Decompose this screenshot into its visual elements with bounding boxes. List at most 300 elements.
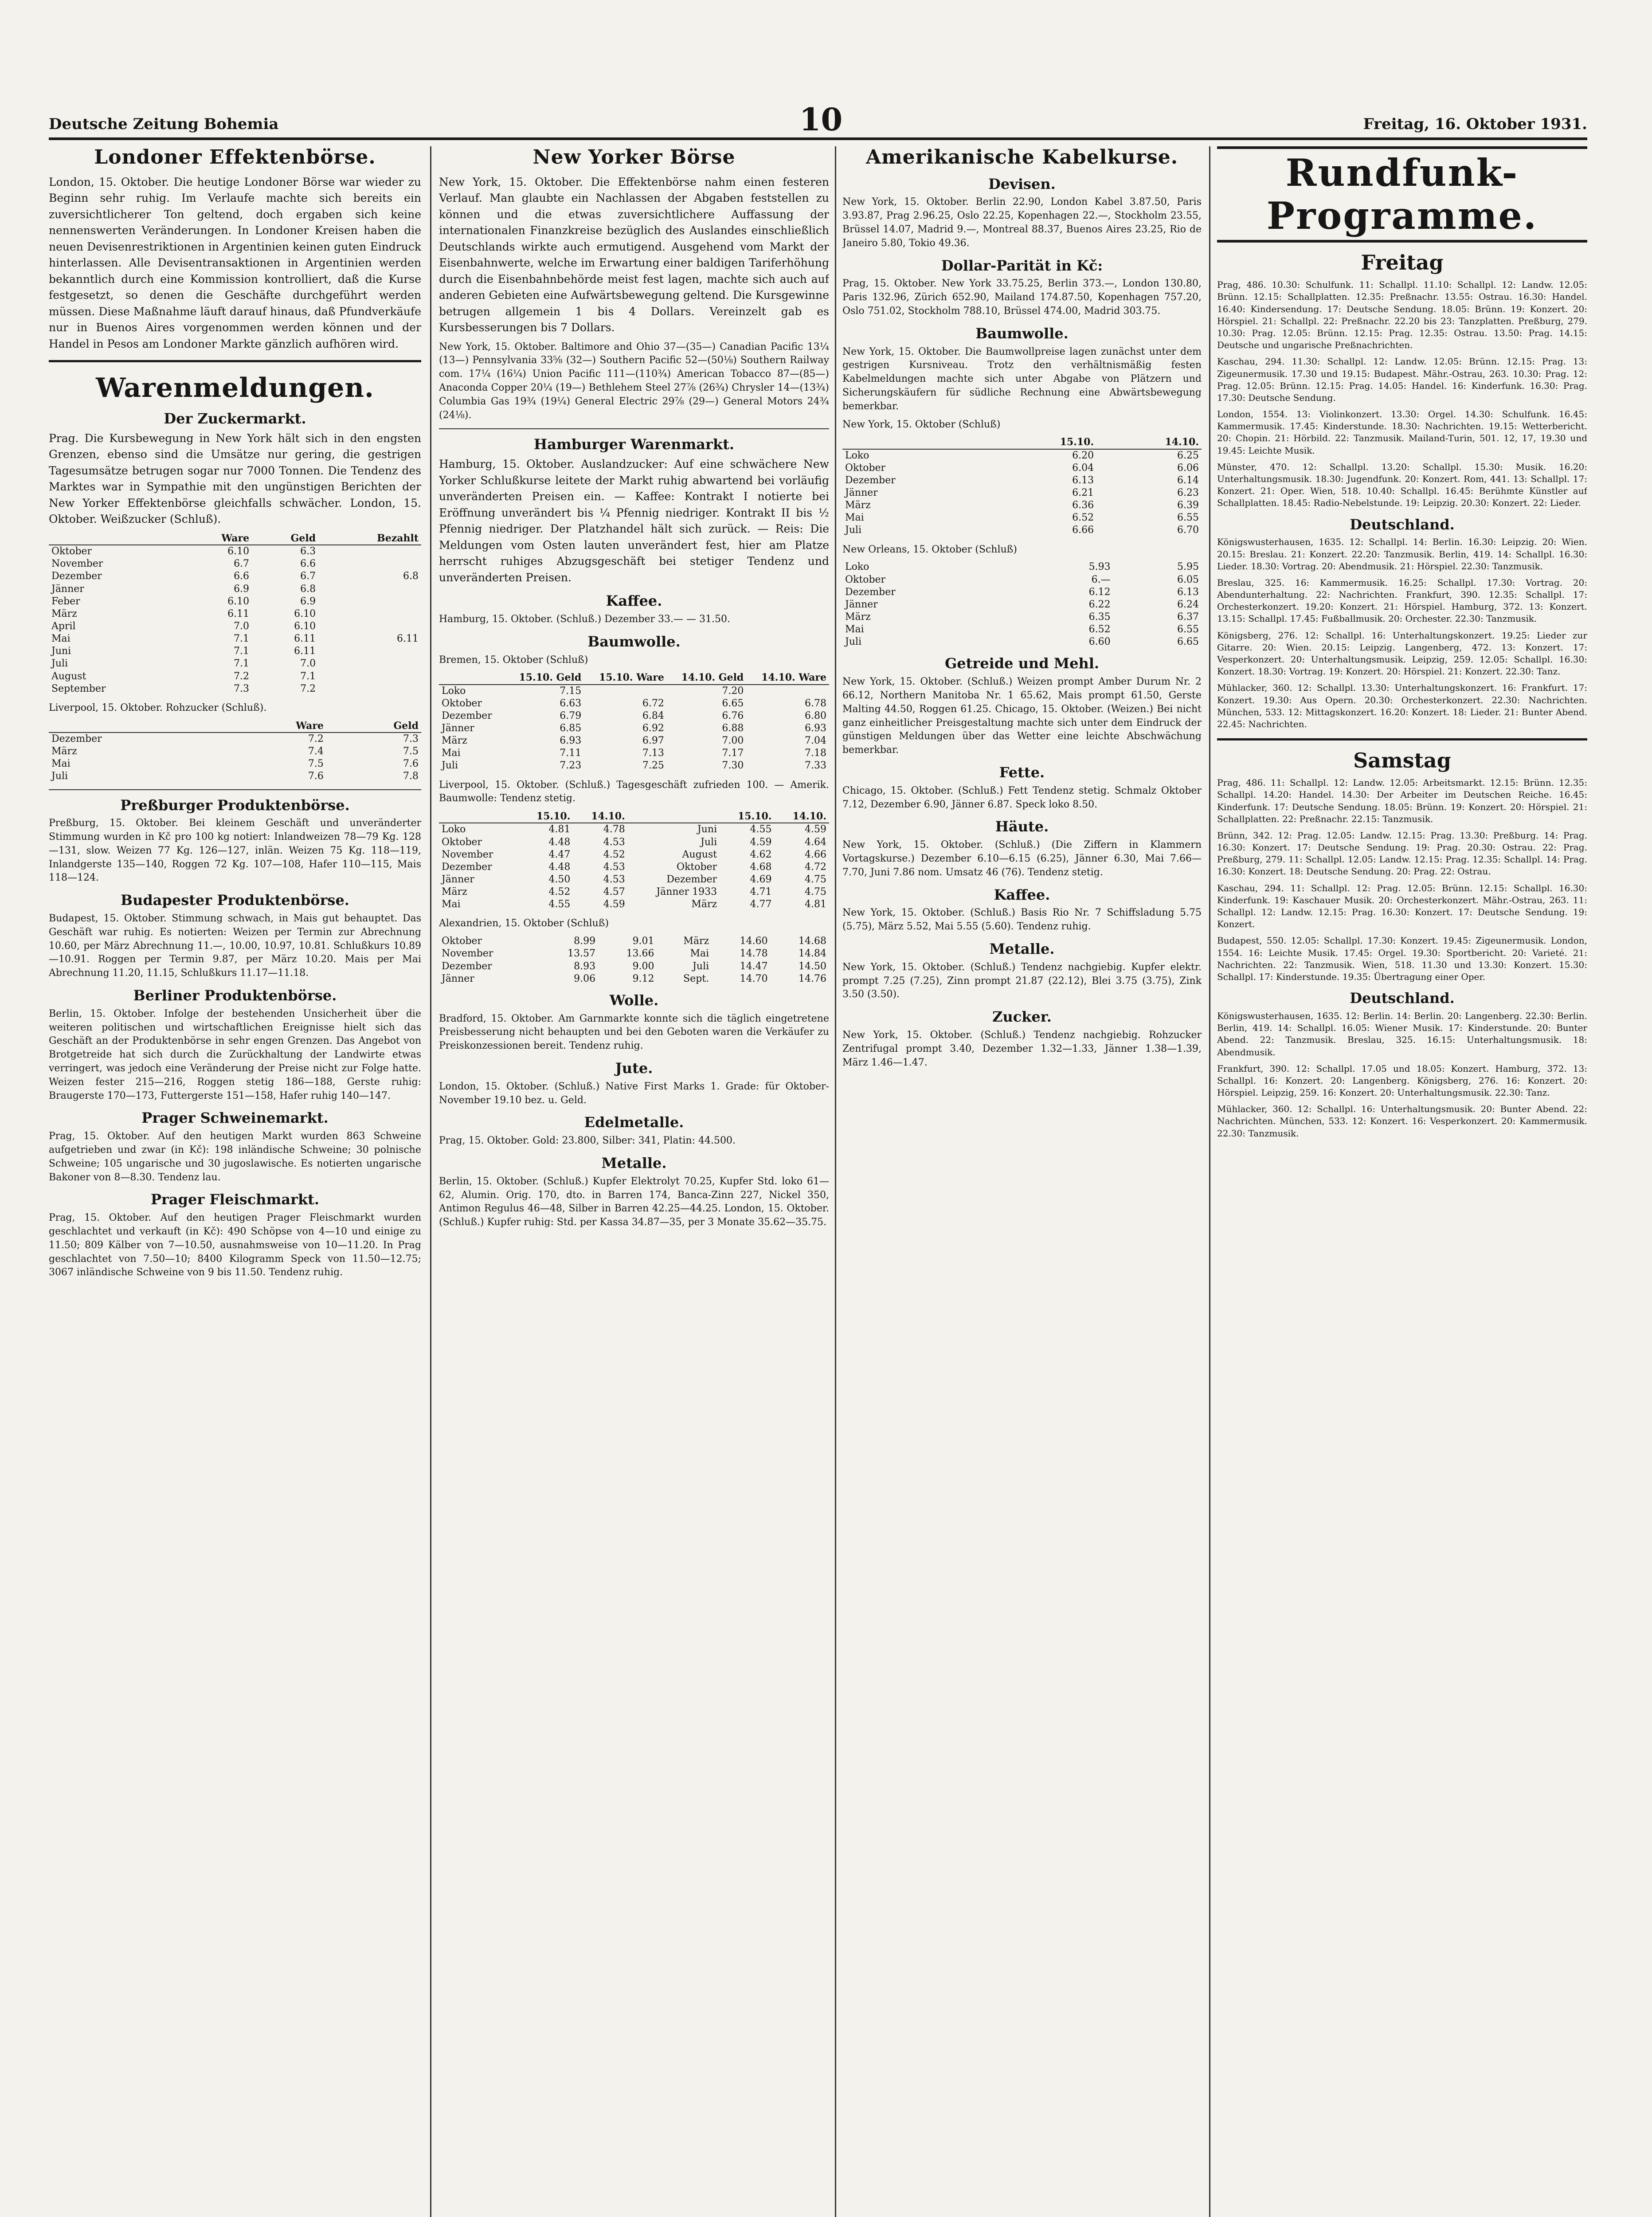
table-cell: Jänner 1933	[656, 886, 717, 898]
table-row	[842, 474, 1202, 487]
table-cell: 7.4	[308, 746, 324, 757]
page-number: 10	[799, 101, 843, 138]
divider	[439, 428, 829, 429]
table-row	[842, 561, 1202, 573]
table-cell: 4.64	[805, 836, 826, 848]
table-header-cell: 14.10.	[775, 810, 829, 823]
table-cell: Juli	[51, 658, 68, 670]
table-cell: 6.—	[1091, 574, 1111, 585]
table-cell: Oktober	[845, 462, 886, 474]
currencies-heading: Devisen.	[988, 175, 1056, 192]
coffee-text: New York, 15. Oktober. (Schluß.) Basis Rio Nr. 7 Schiffsladung 5.75 (5.75), März 5.52, Mai 5.55 (5.60). Tendenz ruhig.	[842, 907, 1202, 932]
table-cell: Oktober	[442, 836, 482, 848]
table-cell: März	[683, 936, 709, 947]
table-cell: 6.35	[1088, 611, 1111, 623]
table-cell: 7.2	[308, 733, 324, 744]
table-cell: 6.78	[805, 697, 826, 709]
precious-metals-text: Prag, 15. Oktober. Gold: 23.800, Silber: 341, Platin: 44.500.	[439, 1135, 736, 1147]
pressburg-exchange-heading: Preßburger Produktenbörse.	[120, 796, 350, 814]
table-row	[439, 849, 829, 861]
table-cell: Dezember	[845, 586, 896, 598]
table-cell	[318, 683, 421, 695]
table-row	[49, 545, 421, 558]
table-cell: 4.78	[603, 824, 625, 835]
table-cell: 4.55	[750, 824, 772, 835]
table-cell: 14.78	[740, 948, 768, 960]
metals-text: New York, 15. Oktober. (Schluß.) Tendenz nachgiebig. Kupfer elektr. prompt 7.25 (7.25), Zinn prompt 21.87 (22.12), Blei 3.75 (3.75), Zink 3.50 (3.50).	[842, 961, 1202, 1000]
column-rule	[1209, 146, 1210, 2217]
table-cell: 7.5	[403, 746, 419, 757]
table-cell: 6.10	[227, 595, 250, 607]
dollar-parity-text: Prag, 15. Oktober. New York 33.75.25, Berlin 373.—, London 130.80, Paris 132.96, Zürich 652.90, Mailand 174.87.50, Kopenhagen 757.20, Oslo 751.02, Stockholm 788.10, Brüssel 474.00, Madrid 303.75.	[842, 278, 1202, 317]
table-cell: 14.47	[740, 960, 768, 972]
sugar-text: New York, 15. Oktober. (Schluß.) Tendenz nachgiebig. Rohzucker Zentrifugal prompt 3.40, Dezember 1.32—1.33, Jänner 1.38—1.39, März 1.46—1.47.	[842, 1030, 1202, 1068]
table-row	[842, 599, 1202, 611]
table-row	[439, 898, 829, 911]
table-cell: Loko	[845, 450, 869, 461]
table-cell: 14.60	[740, 936, 768, 947]
table-cell: 6.52	[1088, 624, 1111, 635]
table-cell: Juni	[51, 646, 71, 657]
table-cell: Oktober	[845, 574, 886, 585]
table-row	[49, 558, 421, 570]
table-cell: 4.50	[548, 873, 571, 885]
table-cell: 6.11	[294, 633, 316, 645]
table-cell: Juni	[697, 824, 717, 835]
table-row	[49, 732, 421, 745]
divider	[49, 360, 421, 362]
table-cell: 6.7	[234, 558, 250, 570]
fats-text: Chicago, 15. Oktober. (Schluß.) Fett Tendenz stetig. Schmalz Oktober 7.12, Dezember 6.90, Jänner 6.87. Speck loko 8.50.	[842, 785, 1202, 810]
table-header-cell: 15.10.	[518, 810, 573, 823]
table-row	[49, 620, 421, 633]
radio-listing: Breslau, 325. 16: Kammermusik. 16.25: Schallpl. 17.30: Vortrag. 20: Abendunterhaltung. 22: Nachrichten. Frankfurt, 390. 12.35: Schallpl. 17: Orchesterkonzert. 19.20: Konzert. 21: Hörspiel. Hamburg, 372. 13: Konzert. 13.15: Schallpl. 17.45: Fußballmusik. 20: Orchester. 22.30: Tanzmusik.	[1217, 577, 1587, 624]
table-cell: Juli	[701, 836, 717, 848]
table-cell: 6.9	[234, 583, 250, 595]
jute-text: London, 15. Oktober. (Schluß.) Native First Marks 1. Grade: für Oktober-November 19.10 bez. u. Geld.	[439, 1081, 829, 1106]
table-cell: November	[51, 558, 103, 570]
table-cell: 6.60	[1088, 636, 1111, 648]
table-cell: Mai	[51, 758, 70, 770]
metals-heading: Metalle.	[989, 940, 1055, 958]
sugar-market-heading: Der Zuckermarkt.	[164, 410, 306, 427]
table-row	[49, 758, 421, 770]
alexandria-cotton-table	[439, 935, 829, 985]
table-row	[49, 595, 421, 608]
cotton-heading: Baumwolle.	[975, 325, 1069, 342]
table-cell: 4.55	[548, 899, 571, 910]
london-exchange-heading: Londoner Effektenbörse.	[94, 146, 376, 168]
table-cell: 7.15	[560, 685, 582, 697]
table-cell: 7.30	[722, 760, 744, 772]
table-cell: 6.8	[300, 583, 316, 595]
radio-listing: Budapest, 550. 12.05: Schallpl. 17.30: Konzert. 19.45: Zigeunermusik. London, 1554. 16: Leichte Musik. 17.45: Orgel. 19.30: Sportbericht. 20: Varieté. 21: Nachrichten. 22: Tanzmusik. Wien, 518. 11.30 und 13.30: Konzert. 15.30: Schallpl. 17: Kinderstunde. 19.35: Übertragung einer Oper.	[1217, 935, 1587, 982]
table-cell: 4.52	[603, 849, 625, 860]
table-row	[49, 745, 421, 758]
table-row	[49, 608, 421, 620]
table-cell: 4.71	[750, 886, 772, 898]
table-cell: 6.85	[560, 722, 582, 734]
table-cell: Juli	[693, 960, 709, 972]
table-cell: Sept.	[683, 973, 709, 984]
table-cell: Loko	[442, 824, 466, 835]
table-cell: 6.10	[294, 620, 316, 632]
table-cell: 4.47	[548, 849, 571, 860]
table-cell: 14.68	[799, 936, 826, 947]
table-cell: 6.05	[1177, 574, 1199, 585]
radio-listing: Mühlacker, 360. 12: Schallpl. 13.30: Unterhaltungskonzert. 16: Frankfurt. 17: Konzert. 19.30: Aus Opern. 20.30: Orchesterkonzert. 22.30: Nachrichten. München, 533. 12: Mittagskonzert. 16.20: Konzert. 18: Lieder. 21: Bunter Abend. 22.45: Nachrichten.	[1217, 682, 1587, 729]
table-cell: 14.50	[799, 960, 826, 972]
table-header-cell	[439, 671, 505, 684]
hamburg-market-heading: Hamburger Warenmarkt.	[534, 436, 734, 453]
table-cell: 13.66	[626, 948, 654, 960]
table-cell: 6.11	[397, 633, 419, 645]
table-cell: März	[442, 735, 467, 747]
table-cell: Mai	[442, 899, 461, 910]
table-row	[49, 670, 421, 683]
table-cell: September	[51, 683, 106, 694]
new-orleans-cotton-note: New Orleans, 15. Oktober (Schluß)	[842, 544, 1017, 555]
table-cell: Feber	[51, 595, 80, 607]
table-cell: 6.10	[294, 608, 316, 619]
table-cell: 6.3	[300, 546, 316, 557]
table-cell: Oktober	[51, 546, 92, 557]
table-cell: Juli	[51, 771, 68, 782]
wool-heading: Wolle.	[609, 991, 659, 1009]
sugar-heading: Zucker.	[992, 1008, 1052, 1026]
table-cell: 7.25	[642, 760, 664, 772]
table-cell: 4.75	[805, 886, 826, 898]
table-cell: Jänner	[442, 722, 474, 734]
table-cell: November	[442, 948, 493, 960]
table-cell: 6.10	[227, 546, 250, 557]
table-row	[842, 499, 1202, 512]
table-cell: 6.23	[1177, 487, 1199, 498]
table-header-cell: Ware	[180, 532, 252, 545]
table-cell: August	[51, 670, 86, 682]
column-3	[842, 146, 1202, 2217]
table-cell: 4.53	[603, 873, 625, 885]
table-cell: 4.66	[805, 849, 826, 860]
table-cell: 7.6	[403, 758, 419, 770]
berlin-exchange-text: Berlin, 15. Oktober. Infolge der bestehenden Unsicherheit über die weiteren politischen und wirtschaftlichen Ereignisse hielt sich das Geschäft an der Produktenbörse in sehr engen Grenzen. Das Angebot von Brotgetreide hat sich durch die Zurückhaltung der Landwirte etwas verringert, was jedoch eine Veränderung der Preise nicht zur Folge hatte. Weizen fester 215—216, Roggen stetig 186—188, Gerste ruhig: Braugerste 170—173, Futtergerste 151—158, Hafer ruhig 140—147.	[49, 1008, 421, 1101]
table-header-cell: 14.10. Ware	[746, 671, 829, 684]
column-2	[439, 146, 829, 2217]
table-cell: 4.72	[805, 861, 826, 873]
table-row	[49, 770, 421, 783]
radio-listing: Königswusterhausen, 1635. 12: Schallpl. 14: Berlin. 16.30: Leipzig. 20: Wien. 20.15: Breslau. 21: Konzert. 22.20: Tanzmusik. Berlin, 419. 14: Schallpl. 16.30: Lieder. 18.30: Vortrag. 20: Abendmusik. 21: Hörspiel. 22.30: Tanzmusik.	[1217, 537, 1587, 572]
table-cell: 7.13	[642, 748, 664, 759]
table-cell: 6.11	[294, 646, 316, 657]
table-cell: März	[691, 899, 717, 910]
table-header-cell: Geld	[326, 720, 421, 732]
divider	[49, 789, 421, 790]
wool-text: Bradford, 15. Oktober. Am Garnmarkte konnte sich die täglich eingetretene Preisbesserung nicht behaupten und bei den Geboten waren die Verkäufer zu Preiskonzessionen bereit. Tendenz ruhig.	[439, 1013, 829, 1052]
radio-programs-heading: Rundfunk-Programme.	[1217, 146, 1587, 243]
table-header-cell	[439, 810, 518, 823]
table-cell: Dezember	[666, 873, 717, 885]
table-row	[842, 524, 1202, 537]
table-cell: 5.95	[1177, 561, 1199, 573]
table-cell: März	[51, 608, 77, 619]
table-header-cell: 14.10. Geld	[667, 671, 746, 684]
table-cell: 8.99	[574, 936, 596, 947]
liverpool-sugar-note: Liverpool, 15. Oktober. Rohzucker (Schluß).	[49, 702, 267, 713]
new-york-cotton-table	[842, 436, 1202, 537]
table-cell: 7.1	[234, 646, 250, 657]
table-cell: Mai	[845, 512, 864, 524]
table-cell: 6.65	[722, 697, 744, 709]
table-cell: 7.1	[300, 670, 316, 682]
metals-heading: Metalle.	[601, 1155, 667, 1172]
table-header-cell	[49, 720, 223, 732]
table-cell: 4.53	[603, 861, 625, 873]
table-cell: 6.7	[300, 571, 316, 582]
new-york-cotton-note: New York, 15. Oktober (Schluß)	[842, 419, 1001, 430]
table-cell: 4.81	[805, 899, 826, 910]
friday-heading: Freitag	[1361, 251, 1444, 275]
table-cell: 8.93	[574, 960, 596, 972]
table-cell: 6.11	[227, 608, 250, 619]
radio-listing: Kaschau, 294. 11.30: Schallpl. 12: Landw. 12.05: Brünn. 12.15: Prag. 13: Zigeunermusik. 17.30 und 19.15: Budapest. Mähr.-Ostrau, 263. 10.30: Prag. 12: Prag. 12.05: Brünn. 12.15: Prag. 14.05: Handel. 16: Kinderfunk. 16.30: Prag. 17.30: Deutsche Sendung.	[1217, 356, 1587, 403]
table-row	[842, 487, 1202, 499]
table-row	[439, 697, 829, 710]
table-row	[439, 722, 829, 735]
table-row	[49, 645, 421, 658]
page-header	[49, 101, 1587, 140]
table-cell	[318, 645, 421, 658]
budapest-exchange-heading: Budapester Produktenbörse.	[121, 892, 349, 909]
new-york-exchange-heading: New Yorker Börse	[532, 146, 736, 168]
table-cell: Juli	[845, 636, 862, 648]
table-cell: 7.2	[300, 683, 316, 694]
hides-heading: Häute.	[995, 818, 1049, 835]
table-cell: 6.12	[1088, 586, 1111, 598]
budapest-exchange-text: Budapest, 15. Oktober. Stimmung schwach, in Mais gut behauptet. Das Geschäft war ruhig. Es notierten: Weizen per Termin zur Abrechnung 10.60, per März Abrechnung 11.—, 10.00, 10.97, 10.81. Schlußkurs 10.89—10.91. Roggen per Termin 9.87, per März 10.20. Mais per Mai Abrechnung 11.20, 11.15, Schlußkurs 11.17—11.18.	[49, 913, 421, 979]
table-cell: 7.18	[805, 748, 826, 759]
table-cell: 14.76	[799, 973, 826, 984]
prague-meat-market-text: Prag, 15. Oktober. Auf den heutigen Prager Fleischmarkt wurden geschlachtet und verkauft (in Kč): 490 Schöpse von 4—10 und einige zu 11.50; 809 Kälber von 7—10.50, ausnahmsweise von 10—11.20. In Prag geschlachtet von 7.50—10; 8400 Kilogramm Speck von 11.50—12.75; 3067 inländische Schweine von 9 bis 11.50. Tendenz ruhig.	[49, 1212, 421, 1278]
cotton-text: New York, 15. Oktober. Die Baumwollpreise lagen zunächst unter dem gestrigen Kursniveau. Trotz den verhältnismäßig festen Kabelmeldungen machte sich unter Abgabe von Plätzern und Sicherungskäufern für südliche Rechnung eine Abwärtsbewegung bemerkbar.	[842, 346, 1202, 412]
table-cell: 6.36	[1072, 500, 1094, 511]
table-cell: 4.81	[548, 824, 571, 835]
table-cell: Dezember	[442, 861, 492, 873]
table-cell	[318, 608, 421, 620]
table-cell: März	[845, 500, 871, 511]
table-row	[842, 574, 1202, 586]
table-cell: 6.37	[1177, 611, 1199, 623]
table-cell: 9.01	[632, 936, 654, 947]
cotton-heading: Baumwolle.	[587, 633, 681, 650]
table-row	[842, 623, 1202, 636]
table-cell: 6.24	[1177, 599, 1199, 610]
table-cell	[318, 670, 421, 683]
table-cell: 7.00	[722, 735, 744, 747]
table-cell: Dezember	[442, 710, 492, 721]
london-exchange-text: London, 15. Oktober. Die heutige Londoner Börse war wieder zu Beginn sehr ruhig. Im Verlaufe machte sich bereits ein zuversichtlicherer Ton geltend, doch ergaben sich keine nennenswerten Veränderungen. In Londoner Kreisen haben die neuen Devisenrestriktionen in Argentinien keinen guten Eindruck hinterlassen. Alle Devisentransaktionen in Argentinien werden bekanntlich durch eine Kommission kontrolliert, daß die Kurse festgesetzt, so denen die Geschäfte durchgeführt werden müssen. Diese Maßnahme läuft darauf hinaus, daß Pfundverkäufe nur in Buenos Aires vorgenommen werden können und der Handel in Pesos am Londoner Markte gänzlich aufhören wird.	[49, 175, 421, 350]
prague-meat-market-heading: Prager Fleischmarkt.	[150, 1191, 320, 1208]
table-cell: 7.2	[234, 670, 250, 682]
column-rule	[835, 146, 836, 2217]
table-header-cell: 15.10.	[991, 436, 1096, 449]
prague-pig-market-heading: Prager Schweinemarkt.	[141, 1109, 329, 1127]
table-row	[439, 823, 829, 836]
currencies-text: New York, 15. Oktober. Berlin 22.90, London Kabel 3.87.50, Paris 3.93.87, Prag 2.96.25, Oslo 22.25, Kopenhagen 22.—, Stockholm 23.55, Brüssel 14.07, Madrid 9.—, Montreal 88.37, Buenos Aires 23.25, Rio de Janeiro 5.80, Tokio 49.36.	[842, 196, 1202, 249]
table-cell: 7.3	[234, 683, 250, 694]
table-cell: Dezember	[845, 474, 896, 486]
radio-listing: London, 1554. 13: Violinkonzert. 13.30: Orgel. 14.30: Schulfunk. 16.45: Kammermusik. 17.45: Kinderstunde. 18.30: Nachrichten. 19.15: Wetterbericht. 20: Chopin. 21: Hörbild. 22: Tanzmusik. Mailand-Turin, 501. 12, 17, 19.30 und 19.45: Leichte Musik.	[1217, 409, 1587, 456]
table-cell: 4.75	[805, 873, 826, 885]
radio-listing: Prag, 486. 11: Schallpl. 12: Landw. 12.05: Arbeitsmarkt. 12.15: Brünn. 12.35: Schallpl. 14.20: Handel. 14.30: Der Arbeiter im Deutschen Reiche. 16.45: Kinderfunk. 17: Deutsche Sendung. 18.05: Brünn. 19: Konzert. 20: Hörspiel. 21: Schallplatten. 22: Preßnachr. 22.15: Tanzmusik.	[1217, 777, 1587, 824]
table-header-cell: 15.10.	[720, 810, 774, 823]
table-cell: März	[845, 611, 871, 623]
radio-listing: Mühlacker, 360. 12: Schallpl. 16: Unterhaltungsmusik. 20: Bunter Abend. 22: Nachrichten. München, 533. 12: Konzert. 16: Vesperkonzert. 20: Kammermusik. 22.30: Tanzmusik.	[1217, 1104, 1587, 1139]
bremen-cotton-table	[439, 671, 829, 772]
table-cell: 6.70	[1177, 525, 1199, 536]
table-cell: 6.66	[1072, 525, 1094, 536]
table-cell: 7.3	[403, 733, 419, 744]
table-cell: 7.5	[308, 758, 324, 770]
table-cell: 6.55	[1177, 624, 1199, 635]
table-cell: 6.72	[642, 697, 664, 709]
table-cell: 6.79	[560, 710, 582, 721]
table-cell: 7.17	[722, 748, 744, 759]
table-cell	[318, 595, 421, 608]
table-cell: 4.77	[750, 899, 772, 910]
table-cell: 6.39	[1177, 500, 1199, 511]
issue-date: Freitag, 16. Oktober 1931.	[1363, 115, 1587, 133]
table-cell: 6.13	[1177, 586, 1199, 598]
table-cell: 9.06	[574, 973, 596, 984]
table-row	[439, 685, 829, 697]
table-cell: 6.97	[642, 735, 664, 747]
table-cell: August	[682, 849, 717, 860]
table-cell: 6.21	[1072, 487, 1094, 498]
table-cell: 4.57	[603, 886, 625, 898]
jute-heading: Jute.	[615, 1060, 653, 1077]
table-cell: Mai	[442, 748, 461, 759]
table-cell: Dezember	[51, 733, 102, 744]
table-cell	[318, 583, 421, 595]
table-cell: Jänner	[845, 487, 878, 498]
table-cell	[318, 620, 421, 633]
hamburg-market-text: Hamburg, 15. Oktober. Auslandzucker: Auf eine schwächere New Yorker Schlußkurse leitete der Markt ruhig abwartend bei vorläufig unveränderten Preisen ein. — Kaffee: Kontrakt I notierte bei Eröffnung unverändert bis ¼ Pfennig niedriger. Kontrakt II bis ½ Pfennig niedriger. Der Platzhandel hält sich zurück. — Reis: Die Meldungen vom Osten lauten unverändert fest, hier am Platze herrscht ruhiges Abzugsgeschäft bei stetiger Tendenz und unveränderten Preisen.	[439, 458, 829, 584]
table-cell: Oktober	[442, 697, 482, 709]
table-header-cell: Bezahlt	[318, 532, 421, 545]
liverpool-sugar-table	[49, 720, 421, 783]
table-cell: 6.20	[1072, 450, 1094, 461]
table-cell: 7.8	[403, 771, 419, 782]
table-cell: 4.68	[750, 861, 772, 873]
commodity-news-heading: Warenmeldungen.	[96, 372, 374, 404]
table-cell: 7.1	[234, 658, 250, 670]
new-york-stock-quotes: New York, 15. Oktober. Baltimore and Ohio 37—(35—) Canadian Pacific 13¼ (13—) Pennsylvania 33⅝ (32—) Southern Pacific 52—(50⅛) Southern Railway com. 17¼ (16¼) Union Pacific 111—(110¾) American Tobacco 87—(85—) Anaconda Copper 20¼ (19—) Bethlehem Steel 27⅞ (26¾) Chrysler 14—(13¾) Columbia Gas 19¾ (19¼) General Electric 29⅞ (29—) General Motors 24¾ (24⅛).	[439, 341, 829, 421]
table-cell: 4.48	[548, 861, 571, 873]
liverpool-cotton-text: Liverpool, 15. Oktober. (Schluß.) Tagesgeschäft zufrieden 100. — Amerik. Baumwolle: Tendenz stetig.	[439, 779, 829, 804]
table-row	[49, 633, 421, 645]
table-cell: 6.04	[1072, 462, 1094, 474]
radio-listing: Königswusterhausen, 1635. 12: Berlin. 14: Berlin. 20: Langenberg. 22.30: Berlin. Berlin, 419. 14: Schallpl. 16.05: Wiener Musik. 17: Kinderstunde. 20: Bunter Abend. 22: Tanzmusik. Breslau, 325. 16.15: Unterhaltungsmusik. 18: Abendmusik.	[1217, 1010, 1587, 1058]
table-cell: März	[51, 746, 77, 757]
table-cell: Jänner	[442, 873, 474, 885]
table-cell: 4.62	[750, 849, 772, 860]
germany-heading: Deutschland.	[1350, 990, 1455, 1007]
table-row	[439, 935, 829, 948]
table-header-cell: 14.10.	[573, 810, 627, 823]
germany-heading: Deutschland.	[1350, 516, 1455, 533]
metals-text: Berlin, 15. Oktober. (Schluß.) Kupfer Elektrolyt 70.25, Kupfer Std. loko 61—62, Alumin. Orig. 170, dto. in Barren 174, Banca-Zinn 227, Nickel 350, Antimon Regulus 46—48, Silber in Barren 42.25—44.25. London, 15. Oktober. (Schluß.) Kupfer ruhig: Std. per Kassa 34.87—35, per 3 Monate 35.62—35.75.	[439, 1175, 829, 1228]
table-cell: 14.84	[799, 948, 826, 960]
table-cell: 6.06	[1177, 462, 1199, 474]
table-cell: 5.93	[1088, 561, 1111, 573]
table-row	[842, 449, 1202, 462]
table-cell: 6.63	[560, 697, 582, 709]
table-cell: 7.04	[805, 735, 826, 747]
table-cell: Mai	[845, 624, 864, 635]
radio-listing: Königsberg, 276. 12: Schallpl. 16: Unterhaltungskonzert. 19.25: Lieder zur Gitarre. 20: Wien. 20.15: Leipzig. Langenberg, 472. 13: Konzert. 17: Vesperkonzert. 20: Unterhaltungsmusik. Leipzig, 259. 12.05: Schallpl. 16.30: Konzert. 18.30: Vortrag. 19: Konzert. 20: Hörspiel. 21: Konzert. 22.30: Tanz.	[1217, 630, 1587, 677]
table-row	[439, 710, 829, 722]
table-cell: 7.11	[560, 748, 582, 759]
table-cell: Loko	[442, 685, 466, 697]
table-header-cell	[49, 532, 180, 545]
table-cell: 6.9	[300, 595, 316, 607]
table-cell: 9.12	[632, 973, 654, 984]
table-cell: 6.22	[1088, 599, 1111, 610]
table-header-cell	[842, 436, 991, 449]
table-cell: 6.6	[300, 558, 316, 570]
table-row	[842, 611, 1202, 623]
column-rule	[430, 146, 431, 2217]
grain-text: New York, 15. Oktober. (Schluß.) Weizen prompt Amber Durum Nr. 2 66.12, Northern Manitoba Nr. 1 65.62, Mais prompt 61.50, Gerste Malting 44.50, Roggen 61.25. Chicago, 15. Oktober. (Weizen.) Bei nicht ganz einheitlicher Preisgestaltung machte sich unter dem Eindruck der günstigen Meldungen über das Wetter eine leichte Abschwächung bemerkbar.	[842, 676, 1202, 756]
table-cell: 4.48	[548, 836, 571, 848]
table-row	[842, 462, 1202, 474]
table-header-cell: 15.10. Ware	[584, 671, 667, 684]
table-cell: 4.52	[548, 886, 571, 898]
table-cell	[746, 685, 829, 697]
table-row	[439, 747, 829, 760]
dollar-parity-heading: Dollar-Parität in Kč:	[941, 257, 1103, 274]
table-cell: 4.69	[750, 873, 772, 885]
table-cell: 13.57	[568, 948, 596, 960]
grain-heading: Getreide und Mehl.	[944, 655, 1100, 672]
table-row	[842, 512, 1202, 524]
table-row	[439, 873, 829, 886]
new-york-exchange-text: New York, 15. Oktober. Die Effektenbörse nahm einen festeren Verlauf. Man glaubte ein Nachlassen der Abgaben feststellen zu können und die etwas zuversichtlichere Auffassung der internationalen Finanzkreise bezüglich des Auslandes einschließlich Deutschlands wirkte auch ermutigend. Ausgehend vom Markt der Eisenbahnwerte, welche im Erwartung einer baldigen Tariferhöhung durch die Eisenbahnbehörde meist fest lagen, machte sich auch auf anderen Gebieten eine Aufwärtsbewegung geltend. Die Kursgewinne betrugen allgemein 1 bis 4 Dollars. Vereinzelt gab es Kursbesserungen bis 7 Dollars.	[439, 175, 829, 334]
table-cell: 6.93	[560, 735, 582, 747]
table-cell: 6.76	[722, 710, 744, 721]
table-cell: Mai	[690, 948, 709, 960]
radio-listing: Münster, 470. 12: Schallpl. 13.20: Schallpl. 15.30: Musik. 16.20: Unterhaltungsmusik. 18.30: Jugendfunk. 20: Konzert. Rom, 441. 13: Schallpl. 17: Konzert. 21: Oper. Wien, 518. 10.40: Schallpl. 16.45: Berühmte Künstler auf Schallplatten. 18.45: Radio-Nebelstunde. 19: Leipzig. 20.30: Konzert. 22: Lieder.	[1217, 461, 1587, 509]
sugar-market-text: Prag. Die Kursbewegung in New York hält sich in den engsten Grenzen, ebenso sind die Umsätze nur gering, die gestrigen Tagesumsätze betrugen sogar nur 7000 Tonnen. Die Tendenz des Marktes war in Sympathie mit den ungünstigen Berichten der New Yorker Effektenbörse gleichfalls schwächer. London, 15. Oktober. Weißzucker (Schluß).	[49, 431, 421, 526]
table-row	[439, 886, 829, 898]
table-cell: Dezember	[51, 571, 102, 582]
pressburg-exchange-text: Preßburg, 15. Oktober. Bei kleinem Geschäft und unveränderter Stimmung wurden in Kč pro 100 kg notiert: Inlandweizen 78—79 Kg. 128—131, slow. Weizen 77 Kg. 126—127, inlän. Weizen 75 Kg. 118—119, Inlandgerste 135—140, Roggen 72 Kg. 107—108, Hafer 110—115, Mais 118—124.	[49, 818, 421, 884]
table-cell: 6.84	[642, 710, 664, 721]
table-cell: Juli	[845, 525, 862, 536]
table-cell: März	[442, 886, 467, 898]
bremen-note: Bremen, 15. Oktober (Schluß)	[439, 654, 588, 666]
table-cell: 6.88	[722, 722, 744, 734]
table-cell: 6.25	[1177, 450, 1199, 461]
liverpool-cotton-table	[439, 810, 829, 911]
table-cell: 7.6	[308, 771, 324, 782]
table-cell: 4.59	[603, 899, 625, 910]
table-header-cell	[628, 810, 720, 823]
table-header-cell: Ware	[223, 720, 326, 732]
table-cell	[584, 685, 667, 697]
table-cell: 7.20	[722, 685, 744, 697]
table-cell: 4.59	[805, 824, 826, 835]
